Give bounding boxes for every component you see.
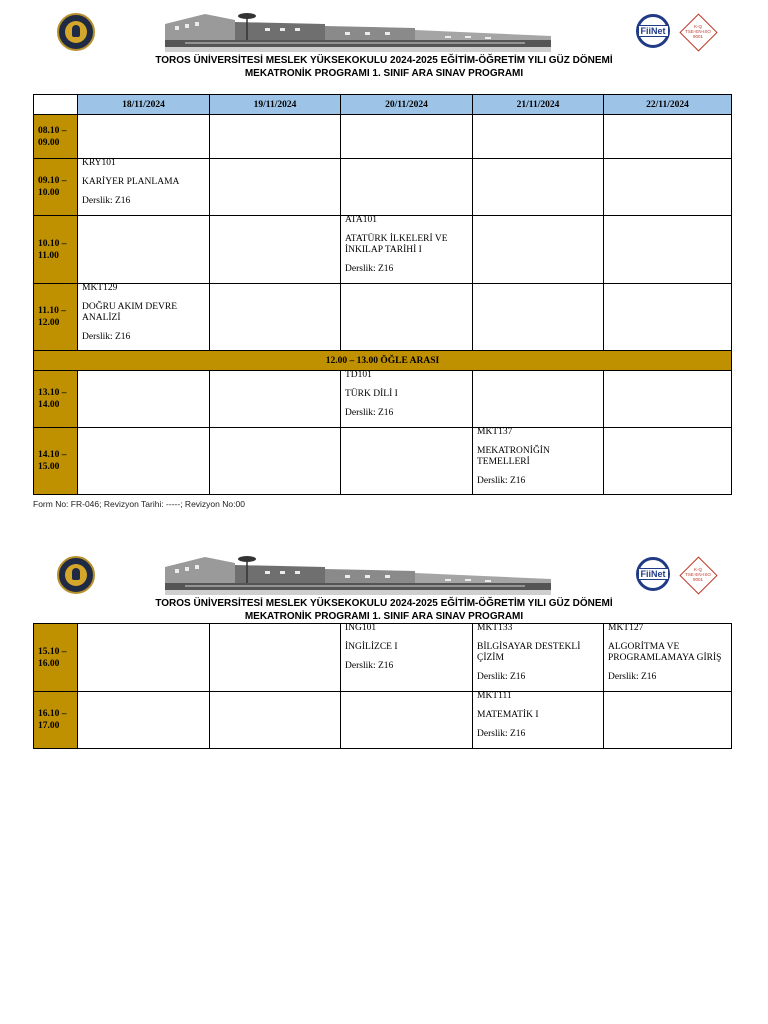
time-start: 09.10 – [38,176,67,186]
empty-cell [604,428,732,495]
title-line-1: TOROS ÜNİVERSİTESİ MESLEK YÜKSEKOKULU 2024-2025 EĞİTİM-ÖĞRETİM YILI GÜZ DÖNEMİ [155,55,613,66]
time-end: 10.00 [38,188,60,198]
campus-banner-image [165,10,551,52]
course-room: Derslik: Z16 [477,476,526,486]
iso-line-2: TSE-EN-ISO [685,29,711,34]
course-code: MKT111 [477,691,512,701]
empty-cell [78,216,210,284]
empty-cell [210,115,341,159]
time-start: 10.10 – [38,238,67,249]
time-slot-row [34,159,732,216]
course-name: ALGORİTMA VE PROGRAMLAMAYA GİRİŞ [608,642,722,663]
empty-cell [604,371,732,428]
empty-cell [210,159,341,216]
empty-cell [341,284,473,351]
empty-cell [210,428,341,495]
course-code: MKT133 [477,623,513,633]
fiinet-logo-icon: FiiNet [636,557,670,591]
time-slot-label [34,692,78,749]
time-slot-row [34,624,732,692]
empty-cell [604,692,732,749]
time-slot-row [34,428,732,495]
empty-cell [604,115,732,159]
course-name: ATATÜRK İLKELERİ VE İNKILAP TARİHİ I [345,234,448,255]
time-start: 14.10 – [38,450,67,460]
date-header: 21/11/2024 [473,95,604,115]
course-code: TD101 [345,370,372,380]
course-room: Derslik: Z16 [345,264,394,274]
time-slot-label [34,371,78,428]
empty-cell [473,115,604,159]
time-start: 16.10 – [38,709,67,719]
course-name: BİLGİSAYAR DESTEKLİ ÇİZİM [477,642,581,663]
iso-line-1: K-Q [693,24,702,29]
empty-cell [78,624,210,692]
course-room: Derslik: Z16 [477,672,526,682]
document-title [0,54,768,80]
accreditation-logos [636,14,718,50]
date-header: 20/11/2024 [341,95,473,115]
exam-cell [473,692,604,749]
form-number-footer: Form No: FR-046; Revizyon Tarihi: -----; Revizyon No:00 [33,499,245,509]
time-end: 09.00 [38,137,60,148]
university-seal-icon [57,13,95,51]
iso-line-3: 9001 [692,34,703,39]
course-name: MATEMATİK I [477,710,539,720]
date-header-row [34,95,732,115]
empty-cell [341,428,473,495]
course-room: Derslik: Z16 [608,672,657,682]
time-end: 11.00 [38,250,59,261]
exam-schedule-table-page1 [33,94,732,495]
exam-cell [341,624,473,692]
time-slot-row [34,284,732,351]
time-slot-label [34,159,78,216]
time-slot-label [34,216,78,284]
time-end: 12.00 [38,318,60,328]
time-start: 15.10 – [38,646,67,657]
course-code: MKT137 [477,427,513,437]
course-room: Derslik: Z16 [82,196,131,206]
time-end: 17.00 [38,721,60,731]
empty-cell [473,284,604,351]
iso-line-1: K-Q [693,567,702,572]
course-code: MKT129 [82,283,118,293]
exam-cell [341,371,473,428]
empty-cell [210,624,341,692]
empty-cell [604,284,732,351]
date-header: 22/11/2024 [604,95,732,115]
course-code: KRY101 [82,158,116,168]
empty-cell [78,692,210,749]
time-slot-row [34,115,732,159]
empty-cell [210,284,341,351]
empty-cell [341,159,473,216]
course-room: Derslik: Z16 [345,408,394,418]
course-name: MEKATRONİĞİN TEMELLERİ [477,446,550,467]
time-end: 15.00 [38,462,60,472]
course-room: Derslik: Z16 [477,729,526,739]
time-start: 13.10 – [38,388,67,398]
title-line-2: MEKATRONİK PROGRAMI 1. SINIF ARA SINAV PROGRAMI [244,611,524,622]
exam-cell [473,428,604,495]
empty-cell [473,159,604,216]
empty-cell [604,216,732,284]
course-name: TÜRK DİLİ I [345,389,398,399]
course-name: KARİYER PLANLAMA [82,177,180,187]
exam-cell [341,216,473,284]
iso-line-3: 9001 [692,577,703,582]
exam-cell [604,624,732,692]
exam-schedule-table-page2 [33,623,732,749]
time-slot-label [34,115,78,159]
empty-cell [210,692,341,749]
time-start: 11.10 – [38,306,66,316]
time-start: 08.10 – [38,125,67,136]
exam-cell [78,284,210,351]
course-name: DOĞRU AKIM DEVRE ANALİZİ [82,302,177,323]
empty-cell [78,115,210,159]
iso-line-2: TSE-EN-ISO [685,572,711,577]
empty-cell [473,216,604,284]
course-code: ING101 [345,623,377,633]
course-code: MKT127 [608,623,644,633]
empty-cell [210,371,341,428]
header-corner [34,95,78,115]
time-slot-label [34,428,78,495]
fiinet-logo-icon: FiiNet [636,14,670,48]
document-title [0,597,768,623]
empty-cell [78,371,210,428]
time-slot-row [34,692,732,749]
empty-cell [473,371,604,428]
course-name: İNGİLİZCE I [345,642,398,652]
time-slot-label [34,284,78,351]
title-line-2: MEKATRONİK PROGRAMI 1. SINIF ARA SINAV PROGRAMI [244,68,524,79]
lunch-break-row [34,351,732,371]
lunch-break-label: 12.00 – 13.00 ÖĞLE ARASI [34,351,732,371]
accreditation-logos [636,557,718,593]
exam-cell [78,159,210,216]
empty-cell [341,115,473,159]
course-room: Derslik: Z16 [345,661,394,671]
time-slot-row [34,216,732,284]
campus-banner-image [165,553,551,595]
course-code: ATA101 [345,215,377,225]
university-seal-icon [57,556,95,594]
date-header: 19/11/2024 [210,95,341,115]
time-end: 16.00 [38,658,60,669]
empty-cell [78,428,210,495]
time-slot-row [34,371,732,428]
empty-cell [341,692,473,749]
time-end: 14.00 [38,400,60,410]
exam-cell [473,624,604,692]
time-slot-label [34,624,78,692]
empty-cell [604,159,732,216]
empty-cell [210,216,341,284]
course-room: Derslik: Z16 [82,332,131,342]
date-header: 18/11/2024 [78,95,210,115]
title-line-1: TOROS ÜNİVERSİTESİ MESLEK YÜKSEKOKULU 2024-2025 EĞİTİM-ÖĞRETİM YILI GÜZ DÖNEMİ [155,598,613,609]
